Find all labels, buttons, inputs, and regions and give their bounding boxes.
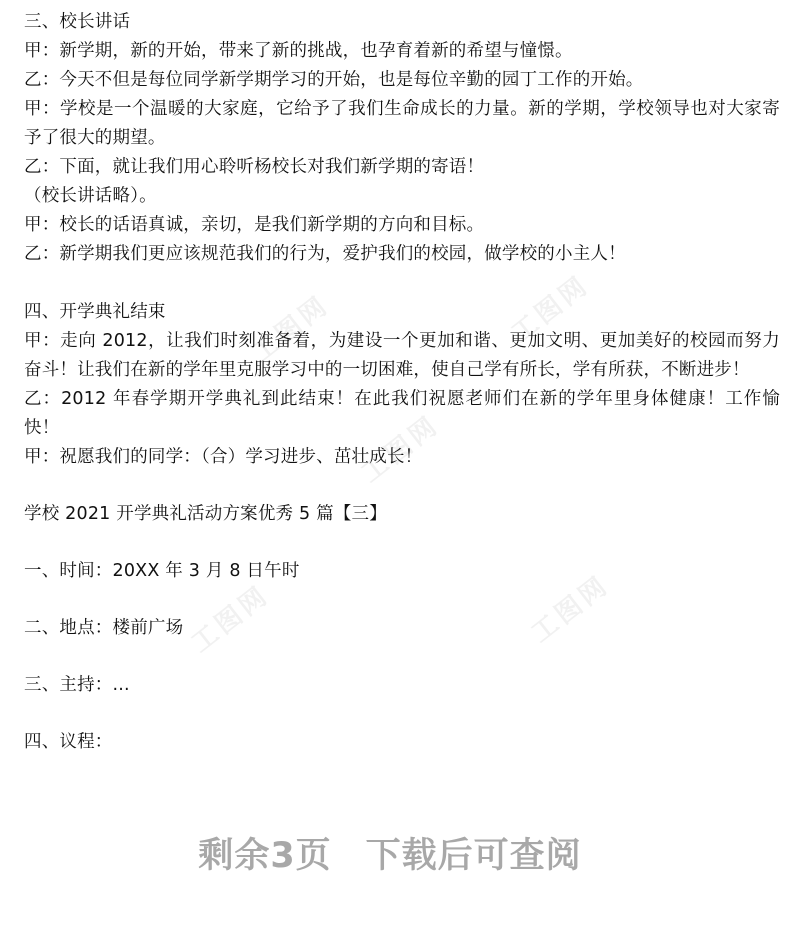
section-heading: 三、校长讲话 — [24, 12, 131, 32]
dialogue-line: 乙：下面，就让我们用心聆听杨校长对我们新学期的寄语！ — [24, 157, 485, 177]
document-body — [24, 8, 780, 757]
spacer — [24, 643, 780, 671]
dialogue-note: （校长讲话略）。 — [24, 186, 157, 206]
spacer — [24, 472, 780, 500]
dialogue-line: 甲：学校是一个温暖的大家庭，它给予了我们生命成长的力量。新的学期，学校领导也对大家寄予了很大的期望。 — [24, 99, 780, 148]
spacer — [24, 586, 780, 614]
document-title: 学校 2021 开学典礼活动方案优秀 5 篇【三】 — [24, 504, 387, 524]
spacer — [24, 269, 780, 298]
plan-time: 一、时间：20XX 年 3 月 8 日午时 — [24, 561, 300, 581]
dialogue-line: 甲：新学期，新的开始，带来了新的挑战，也孕育着新的希望与憧憬。 — [24, 41, 573, 61]
dialogue-line: 乙：2012 年春学期开学典礼到此结束！在此我们祝愿老师们在新的学年里身体健康！工作愉快！ — [24, 389, 780, 438]
section-heading: 四、开学典礼结束 — [24, 302, 166, 322]
watermark-logo: 工图网 — [355, 409, 446, 489]
download-prompt[interactable] — [0, 828, 780, 878]
watermark-logo: 工图网 — [185, 579, 276, 659]
dialogue-line: 甲：校长的话语真诚，亲切，是我们新学期的方向和目标。 — [24, 215, 485, 235]
download-to-view-text: 下载后可查阅 — [365, 836, 582, 876]
spacer — [24, 529, 780, 557]
dialogue-line: 乙：新学期我们更应该规范我们的行为，爱护我们的校园，做学校的小主人！ — [24, 244, 626, 264]
spacer — [24, 700, 780, 728]
watermark-logo: 工图网 — [245, 289, 336, 369]
watermark-logo: 工图网 — [505, 269, 596, 349]
remaining-pages-text: 剩余3页 — [198, 836, 332, 876]
dialogue-line: 甲：祝愿我们的同学：（合）学习进步、茁壮成长！ — [24, 447, 423, 467]
watermark-logo: 工图网 — [525, 569, 616, 649]
dialogue-line: 甲：走向 2012，让我们时刻准备着，为建设一个更加和谐、更加文明、更加美好的校园而努力奋斗！让我们在新的学年里克服学习中的一切困难，使自己学有所长，学有所获，不断进步！ — [24, 331, 780, 380]
plan-host: 三、主持：... — [24, 675, 130, 695]
dialogue-line: 乙：今天不但是每位同学新学期学习的开始，也是每位辛勤的园丁工作的开始。 — [24, 70, 644, 90]
plan-agenda: 四、议程： — [24, 732, 113, 752]
plan-place: 二、地点：楼前广场 — [24, 618, 184, 638]
